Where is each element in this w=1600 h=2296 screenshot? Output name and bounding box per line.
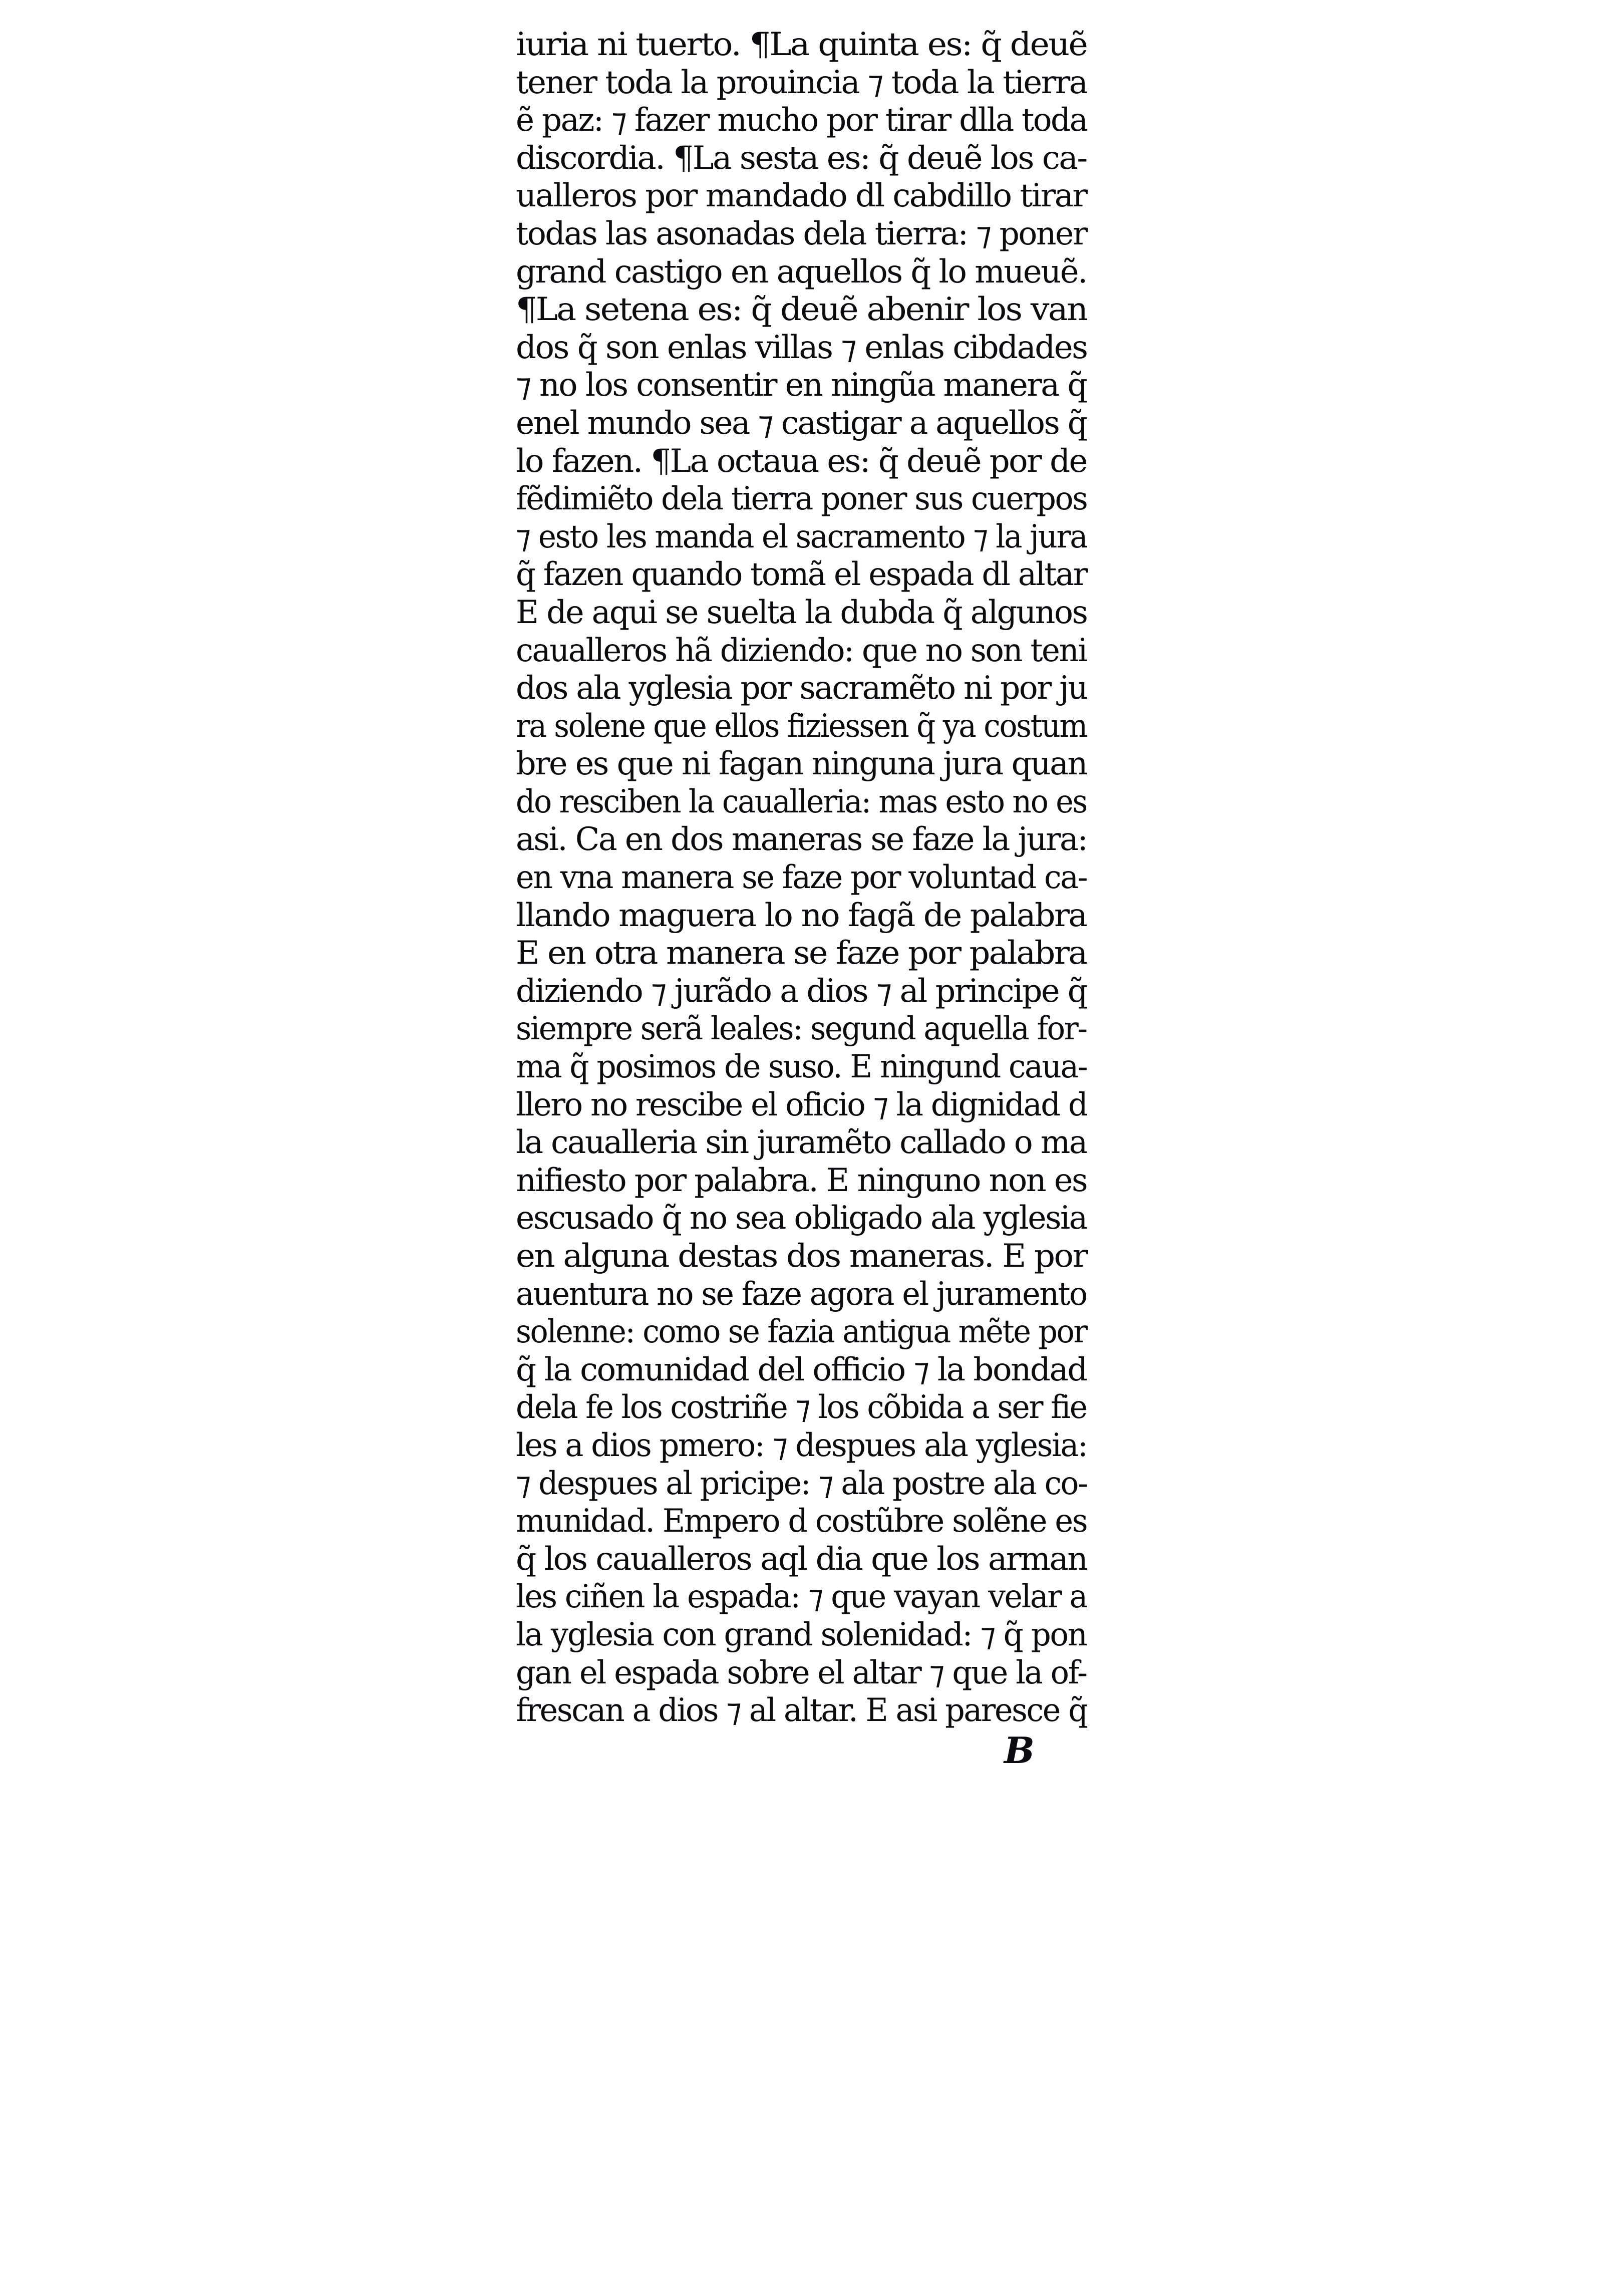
text-column	[516, 26, 1087, 1730]
text-line: bre es que ni fagan ninguna jura quan	[516, 745, 1087, 783]
text-line: ma q̃ posimos de suso. E ningund caua-	[516, 1048, 1087, 1086]
text-line: nifiesto por palabra. E ninguno non es	[516, 1162, 1087, 1199]
text-line: la yglesia con grand solenidad: ⁊ q̃ pon	[516, 1616, 1087, 1653]
text-line: grand castigo en aquellos q̃ lo mueuẽ.	[516, 253, 1087, 291]
text-line: q̃ la comunidad del officio ⁊ la bondad	[516, 1351, 1087, 1388]
text-line: gan el espada sobre el altar ⁊ que la of-	[516, 1654, 1087, 1691]
text-line: en alguna destas dos maneras. E por	[516, 1238, 1087, 1275]
text-line: discordia. ¶La sesta es: q̃ deuẽ los ca-	[516, 139, 1087, 177]
text-line: E de aqui se suelta la dubda q̃ algunos	[516, 594, 1087, 631]
text-line: ¶La setena es: q̃ deuẽ abenir los van	[516, 291, 1087, 329]
text-line: ⁊ despues al pricipe: ⁊ ala postre ala co-	[516, 1465, 1087, 1502]
text-line: dos ala yglesia por sacramẽto ni por ju	[516, 670, 1087, 707]
text-line: les a dios pmero: ⁊ despues ala yglesia:	[516, 1426, 1087, 1464]
text-line: do resciben la caualleria: mas esto no es	[516, 783, 1087, 820]
text-line: escusado q̃ no sea obligado ala yglesia	[516, 1200, 1087, 1237]
text-line: ra solene que ellos fiziessen q̃ ya costum	[516, 707, 1087, 745]
text-line: fẽdimiẽto dela tierra poner sus cuerpos	[516, 480, 1087, 518]
text-line: les ciñen la espada: ⁊ que vayan velar a	[516, 1578, 1087, 1616]
text-line: lo fazen. ¶La octaua es: q̃ deuẽ por de	[516, 442, 1087, 480]
text-line: dos q̃ son enlas villas ⁊ enlas cibdades	[516, 329, 1087, 366]
text-line: munidad. Empero d costũbre solẽne es	[516, 1503, 1087, 1540]
text-line: tener toda la prouincia ⁊ toda la tierra	[516, 64, 1087, 101]
text-line: solenne: como se fazia antigua mẽte por	[516, 1313, 1087, 1351]
text-line: la caualleria sin juramẽto callado o ma	[516, 1124, 1087, 1162]
text-line: dela fe los costriñe ⁊ los cõbida a ser fie	[516, 1389, 1087, 1426]
text-line: en vna manera se faze por voluntad ca-	[516, 859, 1087, 897]
signature-mark: B	[1004, 1729, 1035, 1772]
text-line: q̃ fazen quando tomã el espada dl altar	[516, 556, 1087, 594]
text-line: E en otra manera se faze por palabra	[516, 935, 1087, 972]
text-line: auentura no se faze agora el juramento	[516, 1275, 1087, 1313]
text-line: frescan a dios ⁊ al altar. E asi paresce q̃	[516, 1692, 1087, 1730]
text-line: ualleros por mandado dl cabdillo tirar	[516, 177, 1087, 215]
text-line: todas las asonadas dela tierra: ⁊ poner	[516, 215, 1087, 252]
text-line: q̃ los caualleros aql dia que los arman	[516, 1540, 1087, 1578]
text-line: ⁊ no los consentir en ningũa manera q̃	[516, 367, 1087, 404]
text-line: enel mundo sea ⁊ castigar a aquellos q̃	[516, 404, 1087, 442]
text-line: llando maguera lo no fagã de palabra	[516, 897, 1087, 934]
text-line: llero no rescibe el oficio ⁊ la dignidad d	[516, 1086, 1087, 1123]
text-line: asi. Ca en dos maneras se faze la jura:	[516, 821, 1087, 858]
text-line: ⁊ esto les manda el sacramento ⁊ la jura	[516, 518, 1087, 555]
text-line: caualleros hã diziendo: que no son teni	[516, 632, 1087, 669]
text-line: iuria ni tuerto. ¶La quinta es: q̃ deuẽ	[516, 26, 1087, 63]
text-line: ẽ paz: ⁊ fazer mucho por tirar dlla toda	[516, 102, 1087, 139]
text-line: diziendo ⁊ jurãdo a dios ⁊ al principe q̃	[516, 972, 1087, 1010]
text-line: siempre serã leales: segund aquella for-	[516, 1010, 1087, 1048]
